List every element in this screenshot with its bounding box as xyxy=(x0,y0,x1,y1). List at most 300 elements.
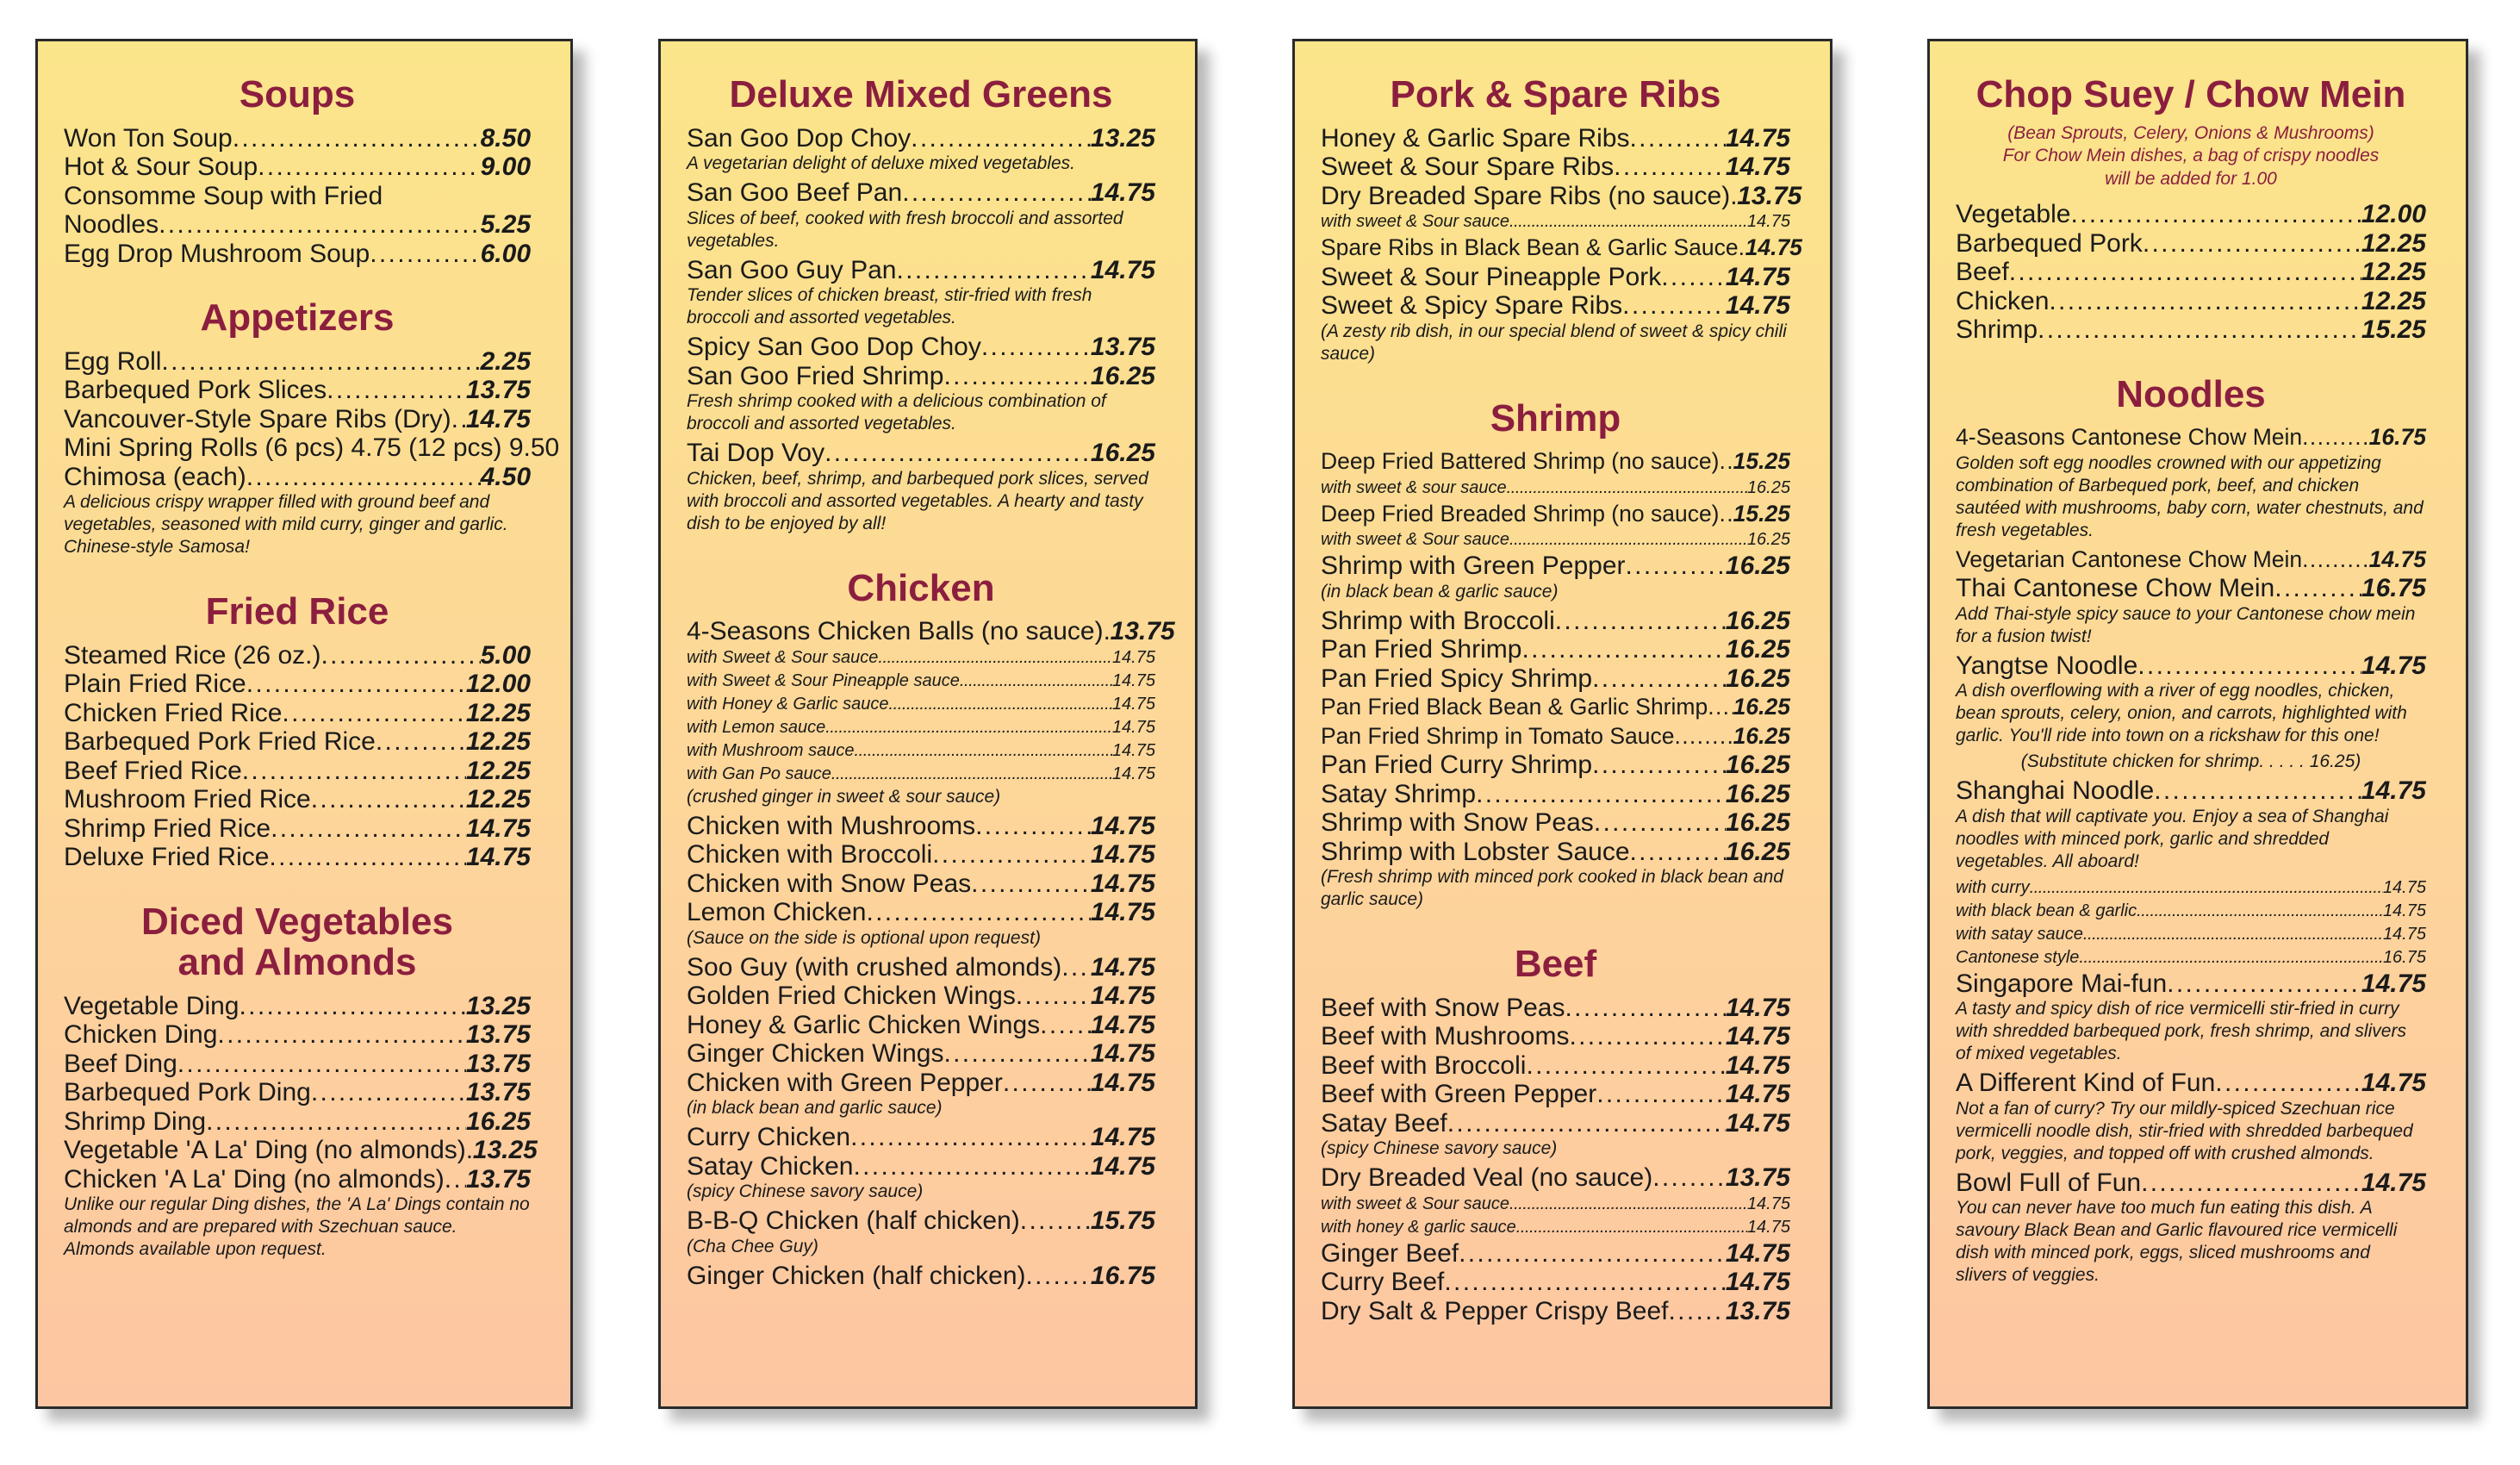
sauce-option-name: with Gan Po sauce xyxy=(687,764,831,783)
menu-item-name: Dry Breaded Spare Ribs (no sauce) xyxy=(1321,181,1731,210)
sauce-option xyxy=(687,739,1155,763)
menu-item-name: Dry Salt & Pepper Crispy Beef xyxy=(1321,1296,1669,1325)
menu-item-name: Plain Fried Rice xyxy=(64,670,246,699)
item-description: (Sauce on the side is optional upon request) xyxy=(687,927,1041,948)
leader-dots xyxy=(271,814,466,844)
sauce-option-name: with Honey & Garlic sauce xyxy=(687,694,889,714)
section-heading: Fried Rice xyxy=(205,590,389,633)
menu-item-price: 2.25 xyxy=(480,346,531,376)
item-description: (Substitute chicken for shrimp. . . . . 16.25) xyxy=(2020,751,2361,772)
menu-item xyxy=(687,617,1175,646)
menu-item xyxy=(687,178,1155,208)
leader-dots xyxy=(825,716,1112,739)
section-heading: Pork & Spare Ribs xyxy=(1390,73,1721,115)
leader-dots xyxy=(1596,1080,1726,1109)
menu-item-name: Mini Spring Rolls (6 pcs) 4.75 (12 pcs) 9.50 xyxy=(64,433,560,463)
menu-item-name: Deluxe Fried Rice xyxy=(64,843,270,872)
leader-dots xyxy=(1652,1163,1726,1193)
menu-item xyxy=(687,1123,1155,1152)
menu-item xyxy=(1956,969,2426,999)
menu-item-name: Shrimp Ding xyxy=(64,1107,207,1136)
menu-item xyxy=(1956,1069,2426,1098)
section-heading: Diced Vegetables and Almonds xyxy=(141,900,453,984)
sauce-option-price: 14.75 xyxy=(2382,877,2426,897)
menu-item xyxy=(64,843,531,872)
menu-item-price: 14.75 xyxy=(1090,982,1155,1011)
menu-item-price: 13.75 xyxy=(1725,1296,1790,1325)
menu-item-price: 14.75 xyxy=(1090,1123,1155,1152)
menu-item-name: Steamed Rice (26 oz.) xyxy=(64,640,321,670)
leader-dots xyxy=(161,347,480,377)
leader-dots xyxy=(311,785,466,814)
menu-item xyxy=(687,982,1155,1011)
menu-item-name: Pan Fried Shrimp xyxy=(1321,635,1522,664)
item-description: Not a fan of curry? Try our mildly-spiced Szechuan rice vermicelli noodle dish, stir-fried with shredded barbequed pork, veggies, and topped off with crushed almonds. xyxy=(1956,1098,2413,1163)
menu-item-price: 13.75 xyxy=(465,1049,531,1078)
menu-item-name: San Goo Dop Choy xyxy=(687,123,912,153)
sauce-option-price: 14.75 xyxy=(1111,717,1155,737)
menu-item-name: Satay Shrimp xyxy=(1321,779,1477,808)
menu-item-name: Beef with Broccoli xyxy=(1321,1050,1527,1080)
sauce-option-price: 14.75 xyxy=(1111,740,1155,760)
item-description: A dish that will captivate you. Enjoy a sea of Shanghai noodles with minced pork, garlic and shredded vegetables. All aboard! xyxy=(1956,806,2389,871)
menu-item xyxy=(1321,1051,1790,1081)
sauce-option xyxy=(1956,876,2426,900)
menu-item-price: 12.25 xyxy=(2361,228,2426,258)
menu-item-name: Thai Cantonese Chow Mein xyxy=(1956,574,2275,603)
menu-item-price: 8.50 xyxy=(480,123,531,153)
menu-item-name: Deep Fried Breaded Shrimp (no sauce) xyxy=(1321,500,1720,527)
menu-item xyxy=(1321,780,1790,809)
sauce-option-price: 14.75 xyxy=(1111,647,1155,667)
menu-item xyxy=(1956,545,2426,575)
menu-item-name: Beef with Mushrooms xyxy=(1321,1022,1570,1051)
menu-item-price: 16.75 xyxy=(2361,574,2426,603)
menu-item-name: Shrimp Fried Rice xyxy=(64,814,271,843)
menu-item xyxy=(1956,651,2426,681)
menu-item xyxy=(687,1069,1155,1098)
leader-dots xyxy=(1003,1069,1091,1098)
menu-item-name: Ginger Chicken (half chicken) xyxy=(687,1261,1026,1290)
menu-item-price: 14.75 xyxy=(2361,1069,2426,1098)
sauce-option-price: 14.75 xyxy=(2382,924,2426,944)
menu-item-name: Yangtse Noodle xyxy=(1956,651,2138,680)
menu-item-price: 12.25 xyxy=(465,785,531,814)
menu-item-name: Chimosa (each) xyxy=(64,462,246,491)
menu-item xyxy=(687,953,1155,982)
leader-dots xyxy=(1669,1297,1726,1326)
menu-item xyxy=(1321,447,1790,477)
menu-item xyxy=(1321,153,1790,182)
leader-dots xyxy=(2167,969,2361,999)
menu-item-price: 12.25 xyxy=(2361,286,2426,315)
menu-item-price: 14.75 xyxy=(465,404,531,433)
leader-dots xyxy=(943,362,1090,391)
menu-item-price: 16.25 xyxy=(1725,808,1790,838)
menu-item-name: Shrimp with Green Pepper xyxy=(1321,552,1626,581)
menu-item-name: 4-Seasons Chicken Balls (no sauce) xyxy=(687,617,1104,646)
menu-item-price: 13.75 xyxy=(1737,181,1802,210)
menu-item-price: 16.75 xyxy=(2368,424,2426,451)
leader-dots xyxy=(233,124,481,153)
menu-item-price: 16.25 xyxy=(1725,606,1790,635)
menu-item-name: Pan Fried Spicy Shrimp xyxy=(1321,664,1593,693)
menu-item-name: Pan Fried Black Bean & Garlic Shrimp xyxy=(1321,694,1708,720)
menu-item-price: 9.00 xyxy=(480,153,531,182)
menu-item-price: 15.25 xyxy=(1733,448,1790,475)
menu-item-name: Chicken with Green Pepper xyxy=(687,1068,1003,1097)
sauce-option xyxy=(1321,528,1790,552)
menu-item-name: Sweet & Sour Spare Ribs xyxy=(1321,153,1615,182)
menu-item xyxy=(64,347,531,377)
item-description: Slices of beef, cooked with fresh broccoli and assorted vegetables. xyxy=(687,208,1123,251)
leader-dots xyxy=(850,1123,1091,1152)
menu-item-name: Beef Fried Rice xyxy=(64,756,242,785)
leader-dots xyxy=(1626,552,1726,581)
menu-item xyxy=(64,670,531,699)
menu-item-price: 14.75 xyxy=(1090,178,1155,208)
leader-dots xyxy=(2302,423,2369,452)
sauce-option-price: 14.75 xyxy=(1746,1217,1790,1237)
sauce-option-name: with sweet & Sour sauce xyxy=(1321,1194,1509,1213)
sauce-option-name: with Sweet & Sour Pineapple sauce xyxy=(687,670,960,690)
sauce-option-name: with sweet & Sour sauce xyxy=(1321,212,1509,232)
menu-item-price: 16.75 xyxy=(1090,1261,1155,1290)
menu-item-name: Spare Ribs in Black Bean & Garlic Sauce xyxy=(1321,234,1739,261)
menu-item-price: 15.75 xyxy=(1090,1206,1155,1236)
sauce-option xyxy=(1956,946,2426,969)
menu-item xyxy=(64,182,531,211)
leader-dots xyxy=(159,210,481,240)
leader-dots xyxy=(1509,1193,1747,1216)
menu-item xyxy=(64,240,531,269)
leader-dots xyxy=(853,1152,1090,1181)
menu-item-name: Honey & Garlic Chicken Wings xyxy=(687,1010,1041,1039)
menu-item xyxy=(64,814,531,844)
menu-item xyxy=(687,362,1155,391)
menu-item xyxy=(64,1078,531,1107)
menu-item-name: Ginger Beef xyxy=(1321,1238,1459,1268)
leader-dots xyxy=(1555,607,1726,636)
item-description: A vegetarian delight of deluxe mixed vegetables. xyxy=(687,153,1076,174)
sauce-option-name: with sweet & Sour sauce xyxy=(1321,530,1509,550)
menu-item xyxy=(687,1011,1155,1040)
section-heading: Appetizers xyxy=(200,296,395,340)
menu-item-name: Mushroom Fried Rice xyxy=(64,785,311,814)
menu-item xyxy=(64,1020,531,1050)
leader-dots xyxy=(1104,617,1111,646)
menu-item xyxy=(1956,258,2426,287)
leader-dots xyxy=(1507,477,1747,500)
menu-item xyxy=(1956,574,2426,603)
menu-item-price: 14.75 xyxy=(1090,952,1155,982)
leader-dots xyxy=(282,699,466,728)
leader-dots xyxy=(1509,210,1747,234)
menu-item-price: 12.25 xyxy=(465,698,531,727)
menu-item-price: 14.75 xyxy=(2368,545,2426,572)
menu-column-1 xyxy=(35,39,573,1409)
menu-item xyxy=(64,757,531,786)
leader-dots xyxy=(2079,946,2383,969)
menu-item-name: Barbequed Pork Fried Rice xyxy=(64,727,376,757)
menu-item-name: Chicken with Broccoli xyxy=(687,840,933,870)
menu-item-price: 14.75 xyxy=(2361,776,2426,806)
menu-item-price: 6.00 xyxy=(480,239,531,268)
sauce-option-price: 16.25 xyxy=(1746,530,1790,550)
leader-dots xyxy=(240,992,466,1021)
menu-item-name: Curry Chicken xyxy=(687,1123,851,1152)
leader-dots xyxy=(1622,291,1726,321)
menu-item-price: 13.75 xyxy=(1110,617,1175,646)
leader-dots xyxy=(1516,1216,1747,1239)
menu-item xyxy=(1321,500,1790,529)
menu-item-price: 16.25 xyxy=(1725,837,1790,866)
menu-item xyxy=(64,1165,531,1194)
menu-item-name: Beef with Snow Peas xyxy=(1321,993,1565,1022)
menu-item-name: Egg Drop Mushroom Soup xyxy=(64,239,370,268)
menu-item-price: 12.25 xyxy=(465,756,531,785)
menu-item-price: 5.00 xyxy=(480,640,531,670)
menu-column-4 xyxy=(1927,39,2468,1409)
menu-item-price: 5.25 xyxy=(480,210,531,240)
menu-item xyxy=(64,1050,531,1079)
menu-item-name: Vancouver-Style Spare Ribs (Dry) xyxy=(64,404,451,433)
leader-dots xyxy=(1020,1206,1091,1236)
leader-dots xyxy=(1061,953,1091,982)
leader-dots xyxy=(1447,1109,1726,1138)
menu-item-name: B-B-Q Chicken (half chicken) xyxy=(687,1206,1020,1236)
menu-item xyxy=(64,210,531,240)
item-description: (A zesty rib dish, in our special blend of sweet & spicy chili sauce) xyxy=(1321,321,1787,364)
menu-item xyxy=(1321,263,1790,292)
leader-dots xyxy=(2143,229,2361,259)
sauce-option xyxy=(687,693,1155,716)
menu-item-name: Shrimp xyxy=(1956,315,2038,345)
menu-item-price: 14.75 xyxy=(1725,123,1790,153)
leader-dots xyxy=(1521,635,1725,664)
leader-dots xyxy=(960,670,1112,693)
menu-item-name: Beef with Green Pepper xyxy=(1321,1080,1597,1109)
menu-item-price: 13.75 xyxy=(465,1164,531,1194)
menu-item-name: Deep Fried Battered Shrimp (no sauce) xyxy=(1321,448,1720,475)
menu-item-price: 16.25 xyxy=(1090,439,1155,468)
menu-item-price: 16.25 xyxy=(1733,722,1790,749)
menu-item xyxy=(64,433,560,463)
leader-dots xyxy=(2049,287,2361,316)
sauce-option-price: 16.75 xyxy=(2382,947,2426,967)
menu-item-name: Singapore Mai-fun xyxy=(1956,969,2168,998)
menu-item xyxy=(64,1107,531,1137)
sauce-option-name: with honey & garlic sauce xyxy=(1321,1217,1516,1237)
leader-dots xyxy=(320,641,480,670)
menu-item xyxy=(64,153,531,182)
menu-item-price: 16.25 xyxy=(1725,552,1790,581)
menu-item xyxy=(1956,423,2426,452)
item-description: Golden soft egg noodles crowned with our appetizing combination of Barbequed pork, beef, and chicken sautéed with mushrooms, baby corn, water chestnuts, and fresh vegetables. xyxy=(1956,452,2424,540)
menu-item xyxy=(1956,200,2426,229)
item-description: You can never have too much fun eating this dish. A savoury Black Bean and Garlic flavoured rice vermicelli dish with minced pork, eggs, sliced mushrooms and slivers of veggies. xyxy=(1956,1198,2398,1286)
menu-item xyxy=(1321,1239,1790,1269)
menu-item xyxy=(1321,808,1790,838)
menu-item-price: 14.75 xyxy=(2361,1168,2426,1197)
sauce-option xyxy=(687,670,1155,693)
sauce-option xyxy=(1321,1193,1790,1216)
leader-dots xyxy=(1630,838,1726,867)
menu-item xyxy=(1321,234,1802,263)
leader-dots xyxy=(1614,153,1726,182)
menu-item-price: 13.75 xyxy=(1725,1163,1790,1193)
leader-dots xyxy=(1016,982,1091,1011)
menu-item-price: 14.75 xyxy=(1090,840,1155,870)
menu-item-price: 16.25 xyxy=(1725,751,1790,780)
menu-item-price: 16.25 xyxy=(1725,779,1790,808)
leader-dots xyxy=(1526,1051,1725,1081)
menu-item-price: 14.75 xyxy=(1745,234,1802,261)
sauce-option-price: 16.25 xyxy=(1746,477,1790,497)
sauce-option xyxy=(687,646,1155,670)
leader-dots xyxy=(2038,315,2361,345)
section-heading: Deluxe Mixed Greens xyxy=(729,73,1113,115)
item-description: (Cha Chee Guy) xyxy=(687,1236,818,1256)
menu-item xyxy=(1956,229,2426,259)
item-description: (in black bean & garlic sauce) xyxy=(1321,581,1559,602)
section-heading: Noodles xyxy=(2116,372,2266,415)
menu-item xyxy=(1956,776,2426,806)
menu-item xyxy=(1321,994,1790,1023)
menu-item-name: Chicken with Mushrooms xyxy=(687,811,976,840)
menu-item-name: Curry Beef xyxy=(1321,1268,1445,1297)
menu-item-price: 16.25 xyxy=(1725,635,1790,664)
menu-item-name: Pan Fried Curry Shrimp xyxy=(1321,751,1593,780)
leader-dots xyxy=(975,812,1091,841)
menu-item xyxy=(687,1262,1155,1291)
menu-item-name: Sweet & Spicy Spare Ribs xyxy=(1321,291,1623,321)
menu-item-name: Hot & Sour Soup xyxy=(64,153,258,182)
menu-item xyxy=(1321,693,1790,722)
menu-item xyxy=(64,124,531,153)
leader-dots xyxy=(2274,574,2361,603)
menu-column-3 xyxy=(1292,39,1832,1409)
menu-item-name: Soo Guy (with crushed almonds) xyxy=(687,952,1062,982)
leader-dots xyxy=(981,333,1091,362)
sauce-option-price: 14.75 xyxy=(1111,764,1155,783)
menu-item-price: 14.75 xyxy=(1725,291,1790,321)
menu-item-price: 14.75 xyxy=(1725,1080,1790,1109)
leader-dots xyxy=(2302,545,2369,575)
menu-item-price: 14.75 xyxy=(1725,1268,1790,1297)
leader-dots xyxy=(889,693,1112,716)
leader-dots xyxy=(1730,182,1737,211)
menu-column-2 xyxy=(658,39,1198,1409)
menu-item xyxy=(1321,1080,1790,1109)
menu-item-name: Egg Roll xyxy=(64,346,162,376)
leader-dots xyxy=(2215,1069,2361,1098)
leader-dots xyxy=(206,1107,466,1137)
menu-item-name: Dry Breaded Veal (no sauce) xyxy=(1321,1163,1653,1193)
menu-item-price: 16.25 xyxy=(1733,694,1790,720)
item-description: A dish overflowing with a river of egg noodles, chicken, bean sprouts, celery, onion, and carrots, highlighted with garlic. You'll ride into town on a rickshaw for this one! xyxy=(1956,681,2407,746)
leader-dots xyxy=(1592,664,1726,694)
menu-item-price: 12.00 xyxy=(465,670,531,699)
menu-item-price: 14.75 xyxy=(1725,262,1790,291)
leader-dots xyxy=(370,240,480,269)
menu-item-price: 15.25 xyxy=(2361,315,2426,345)
menu-item-name: Vegetarian Cantonese Chow Mein xyxy=(1956,545,2303,572)
menu-item xyxy=(64,405,531,434)
leader-dots xyxy=(1594,808,1726,838)
leader-dots xyxy=(1661,263,1726,292)
menu-item xyxy=(687,256,1155,285)
item-description: (Fresh shrimp with minced pork cooked in black bean and garlic sauce) xyxy=(1321,867,1783,910)
leader-dots xyxy=(855,739,1112,763)
sauce-option-name: with curry xyxy=(1956,877,2030,897)
menu-item-price: 12.00 xyxy=(2361,200,2426,229)
sauce-option-name: with Sweet & Sour sauce xyxy=(687,647,879,667)
menu-item-price: 13.75 xyxy=(465,376,531,405)
menu-item xyxy=(64,641,531,670)
menu-item-name: Consomme Soup with Fried xyxy=(64,181,383,210)
item-description: (spicy Chinese savory sauce) xyxy=(687,1181,924,1202)
sauce-option xyxy=(1321,210,1790,234)
menu-item-price: 14.75 xyxy=(1725,1108,1790,1138)
leader-dots xyxy=(466,1136,473,1165)
menu-item xyxy=(1321,607,1790,636)
menu-item xyxy=(687,1039,1155,1069)
menu-item-price: 13.25 xyxy=(465,991,531,1020)
menu-item xyxy=(1321,838,1790,867)
leader-dots xyxy=(246,463,481,492)
leader-dots xyxy=(1476,780,1726,809)
menu-item-name: Ginger Chicken Wings xyxy=(687,1039,944,1069)
sauce-option xyxy=(1321,1216,1790,1239)
menu-item-price: 12.25 xyxy=(2361,258,2426,287)
leader-dots xyxy=(451,405,466,434)
leader-dots xyxy=(1674,722,1733,751)
menu-item xyxy=(687,812,1155,841)
menu-item-name: Golden Fried Chicken Wings xyxy=(687,982,1016,1011)
leader-dots xyxy=(1569,1022,1725,1051)
menu-item-name: Beef Ding xyxy=(64,1049,177,1078)
leader-dots xyxy=(445,1165,466,1194)
leader-dots xyxy=(2030,876,2383,900)
menu-item xyxy=(1321,1022,1790,1051)
menu-item-price: 14.75 xyxy=(1090,1151,1155,1181)
menu-item-name: Barbequed Pork Slices xyxy=(64,376,327,405)
menu-item-name: Satay Beef xyxy=(1321,1108,1447,1138)
item-description: Fresh shrimp cooked with a delicious combination of broccoli and assorted vegetables. xyxy=(687,391,1106,434)
menu-item xyxy=(1321,635,1790,664)
menu-item-price: 14.75 xyxy=(1090,898,1155,927)
menu-item-name: Chicken 'A La' Ding (no almonds) xyxy=(64,1164,445,1194)
leader-dots xyxy=(1026,1262,1091,1291)
menu-item-price: 14.75 xyxy=(1725,1022,1790,1051)
menu-item xyxy=(64,376,531,405)
item-description: (crushed ginger in sweet & sour sauce) xyxy=(687,786,1001,807)
menu-item-name: Won Ton Soup xyxy=(64,123,233,153)
leader-dots xyxy=(1708,693,1733,722)
menu-item-price: 14.75 xyxy=(1090,869,1155,898)
leader-dots xyxy=(1444,1268,1726,1297)
leader-dots xyxy=(2154,776,2361,806)
section-heading: Beef xyxy=(1514,943,1597,986)
menu-item-price: 16.25 xyxy=(1090,361,1155,390)
sauce-option xyxy=(687,716,1155,739)
menu-item-price: 16.25 xyxy=(465,1107,531,1136)
leader-dots xyxy=(866,898,1090,927)
leader-dots xyxy=(1040,1011,1091,1040)
menu-item-name: Chicken Ding xyxy=(64,1020,218,1050)
item-description: Add Thai-style spicy sauce to your Cantonese chow mein for a fusion twist! xyxy=(1956,603,2416,646)
